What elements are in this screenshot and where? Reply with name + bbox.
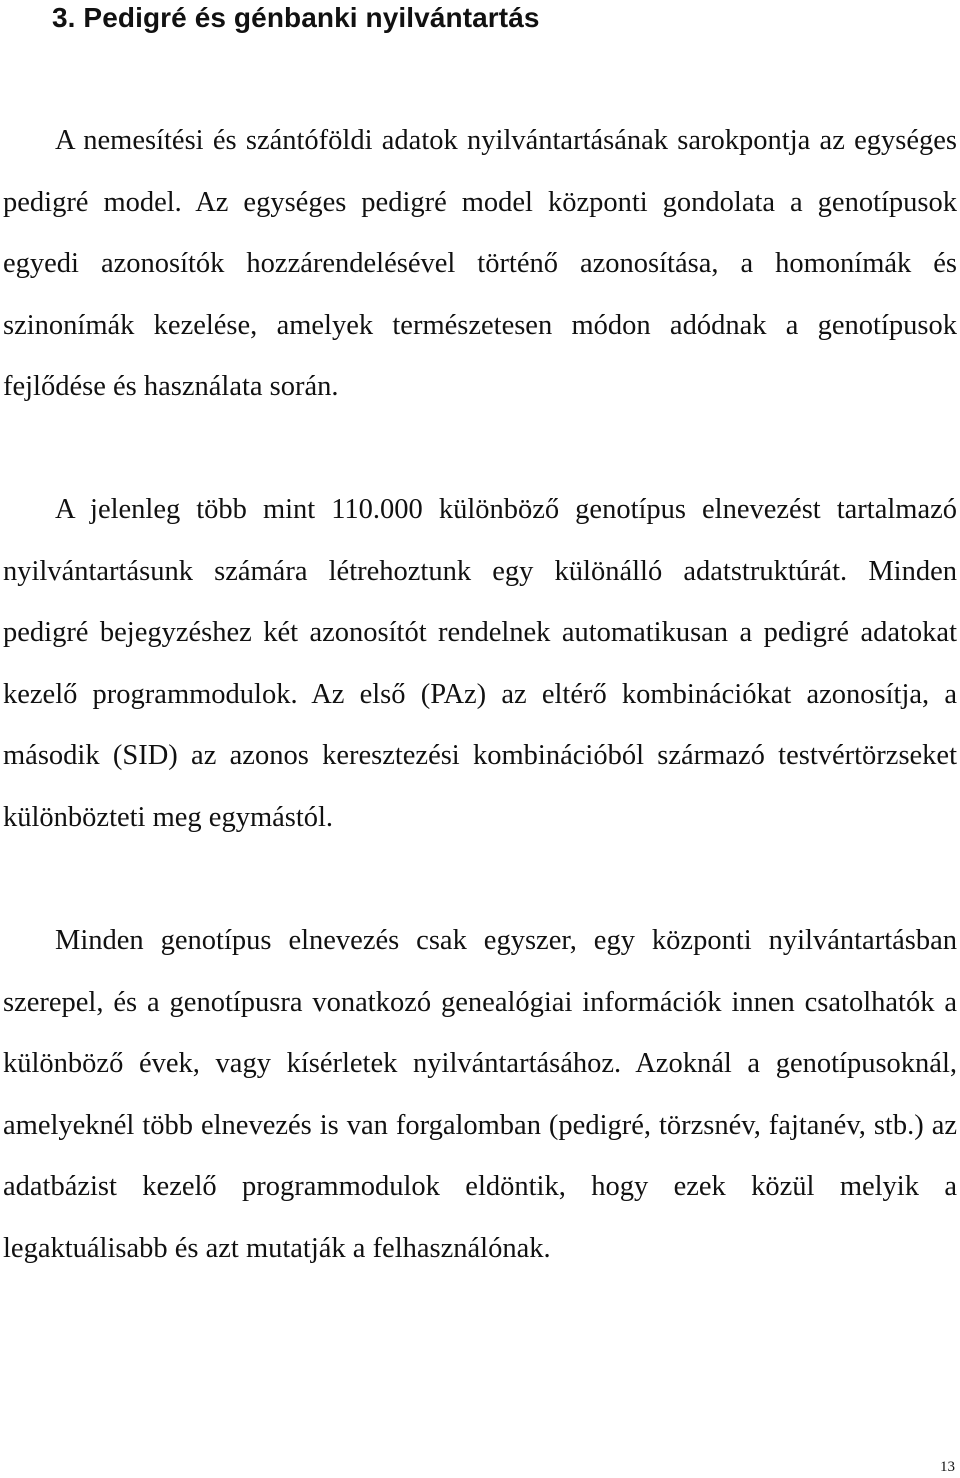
page-number: 13 bbox=[940, 1459, 955, 1475]
paragraph-data-structure: A jelenleg több mint 110.000 különböző genotípus elnevezést tartalmazó nyilvántartásunk számára létrehoztunk egy különálló adatstruktúrát. Minden pedigré bejegyzéshez két azonosítót rendelnek automatikusan a pedigré adatokat kezelő programmodulok. Az első (PAz) az eltérő kombinációkat azonosítja, a második (SID) az azonos keresztezési kombinációból származó testvértörzseket különbözteti meg egymástól. bbox=[3, 494, 957, 833]
paragraph-pedigree-model: A nemesítési és szántóföldi adatok nyilvántartásának sarokpontja az egységes pedigré model. Az egységes pedigré model központi gondolata a genotípusok egyedi azonosítók hozzárendelésével történő azonosítása, a homonímák és szinonímák kezelése, amelyek természetesen módon adódnak a genotípusok fejlődése és használata során. bbox=[3, 125, 957, 403]
section-heading: 3. Pedigré és génbanki nyilvántartás bbox=[52, 2, 540, 33]
paragraph-central-registry: Minden genotípus elnevezés csak egyszer, egy központi nyilvántartásban szerepel, és a genotípusra vonatkozó genealógiai információk innen csatolhatók a különböző évek, vagy kísérletek nyilvántartásához. Azoknál a genotípusoknál, amelyeknél több elnevezés is van forgalomban (pedigré, törzsnév, fajtanév, stb.) az adatbázist kezelő programmodulok eldöntik, hogy ezek közül melyik a legaktuálisabb és azt mutatják a felhasználónak. bbox=[3, 925, 957, 1264]
